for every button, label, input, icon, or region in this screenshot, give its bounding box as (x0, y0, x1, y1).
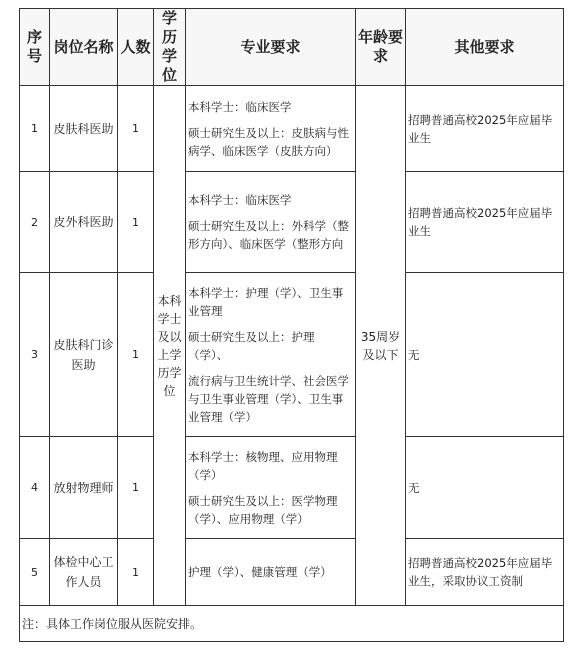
major-line: 本科学士：护理（学）、卫生事业管理 (188, 285, 344, 318)
major-line: 流行病与卫生统计学、社会医学与卫生事业管理（学）、卫生事业管理（学） (188, 373, 349, 424)
major-line: 本科学士：临床医学 (188, 193, 292, 207)
row-index: 3 (20, 273, 50, 437)
major-line: 本科学士：核物理、应用物理（学） (188, 449, 338, 482)
header-position: 岗位名称 (50, 9, 118, 86)
row-major (186, 539, 356, 606)
row-major (186, 86, 356, 172)
row-other: 无 (406, 273, 564, 437)
row-major (186, 273, 356, 437)
row-count: 1 (118, 172, 154, 273)
table-row (20, 172, 564, 273)
row-count: 1 (118, 539, 154, 606)
row-index: 2 (20, 172, 50, 273)
major-line: 硕士研究生及以上：皮肤病与性病学、临床医学（皮肤方向） (188, 125, 349, 158)
header-age: 年龄要求 (356, 9, 406, 86)
header-major: 专业要求 (186, 9, 356, 86)
footnote: 注：具体工作岗位服从医院安排。 (20, 606, 564, 642)
row-major (186, 172, 356, 273)
major-line: 硕士研究生及以上：外科学（整形方向）、临床医学（整形方向 (188, 219, 349, 251)
note-row (20, 606, 564, 642)
major-line: 硕士研究生及以上：医学物理（学）、应用物理（学） (188, 493, 338, 526)
header-row (20, 9, 564, 86)
row-position: 皮肤科医助 (50, 86, 118, 172)
row-position: 体检中心工作人员 (50, 539, 118, 606)
recruitment-table (19, 8, 564, 642)
table-row (20, 539, 564, 606)
row-index: 4 (20, 437, 50, 539)
row-count: 1 (118, 86, 154, 172)
header-other: 其他要求 (406, 9, 564, 86)
shared-degree: 本科学士及以上学历学位 (154, 86, 186, 606)
table-row (20, 86, 564, 172)
row-position: 皮外科医助 (50, 172, 118, 273)
row-other: 招聘普通高校2025年应届毕业生，采取协议工资制 (406, 539, 564, 606)
row-position: 放射物理师 (50, 437, 118, 539)
table-row (20, 437, 564, 539)
row-major (186, 437, 356, 539)
shared-age: 35周岁及以下 (356, 86, 406, 606)
row-other: 无 (406, 437, 564, 539)
row-other: 招聘普通高校2025年应届毕业生 (406, 86, 564, 172)
row-count: 1 (118, 437, 154, 539)
row-other: 招聘普通高校2025年应届毕业生 (406, 172, 564, 273)
row-position: 皮肤科门诊医助 (50, 273, 118, 437)
major-line: 本科学士：临床医学 (188, 99, 292, 114)
row-index: 5 (20, 539, 50, 606)
header-count: 人数 (118, 9, 154, 86)
row-index: 1 (20, 86, 50, 172)
row-count: 1 (118, 273, 154, 437)
table-row (20, 273, 564, 437)
header-index: 序号 (20, 9, 50, 86)
major-line: 护理（学）、健康管理（学） (188, 565, 332, 579)
header-degree: 学历学位 (154, 9, 186, 86)
major-line: 硕士研究生及以上：护理（学）、 (188, 329, 315, 362)
